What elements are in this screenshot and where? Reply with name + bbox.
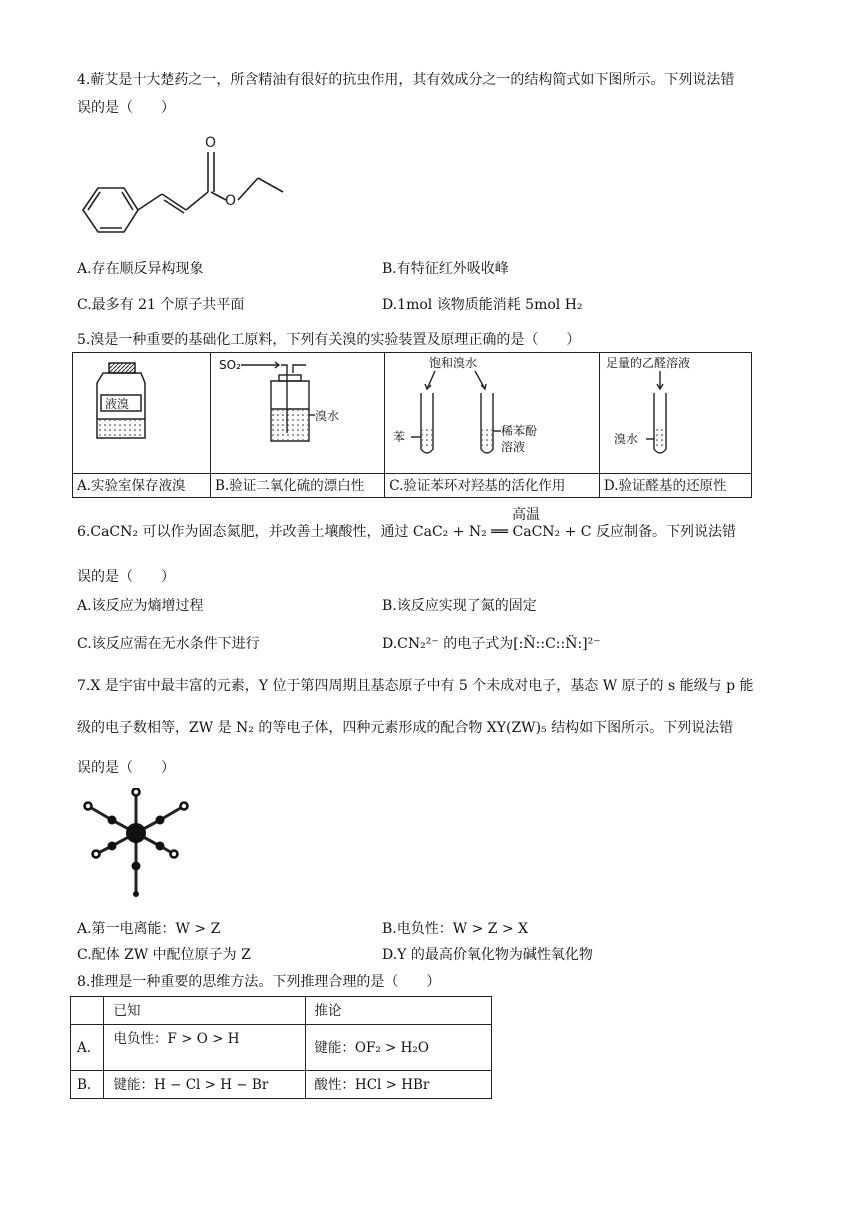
apparatus-d-test-tube: [600, 353, 750, 469]
carbonyl-oxygen-label: O: [205, 135, 217, 151]
q7-option-b: B.电负性：W > Z > X: [382, 921, 529, 937]
q6-option-c: C.该反应需在无水条件下进行: [77, 636, 260, 652]
q5-stem: 5.溴是一种重要的基础化工原料，下列有关溴的实验装置及原理正确的是（ ）: [77, 332, 581, 348]
q7-option-d: D.Y 的最高价氧化物为碱性氧化物: [382, 947, 593, 963]
q7-stem-line2: 级的电子数相等，ZW 是 N₂ 的等电子体，四种元素形成的配合物 XY(ZW)₅ 结构如下图所示。下列说法错: [77, 720, 734, 736]
q6-condition: 高温: [512, 507, 540, 523]
q5-caption-c: C.验证苯环对羟基的活化作用: [385, 474, 600, 498]
q6-option-d: D.CN₂²⁻ 的电子式为[:N̈::C::N̈:]²⁻: [382, 636, 601, 652]
apparatus-b-gas-washing-bottle: [211, 353, 383, 469]
header-inference: 推论: [306, 997, 492, 1025]
q5-caption-a: A.实验室保存液溴: [73, 474, 211, 498]
q4-option-d: D.1mol 该物质能消耗 5mol H₂: [382, 297, 583, 313]
row-a-inference: 键能：OF₂ > H₂O: [306, 1025, 492, 1071]
table-header-row: [71, 997, 492, 1025]
apparatus-a-liquid-bromine-bottle: [73, 353, 209, 469]
q7-option-c: C.配体 ZW 中配位原子为 Z: [77, 947, 251, 963]
q8-stem: 8.推理是一种重要的思维方法。下列推理合理的是（ ）: [77, 974, 441, 990]
label-benzene: 苯: [393, 430, 406, 444]
row-b-label: B.: [71, 1071, 104, 1099]
q6-stem-line2: 误的是（ ）: [77, 569, 175, 585]
table-row: [71, 1025, 492, 1071]
label-dilute-phenol: 稀苯酚: [501, 424, 538, 438]
table-row: [71, 1071, 492, 1099]
apparatus-b-cell: [211, 353, 385, 474]
q6-option-a: A.该反应为熵增过程: [77, 598, 204, 614]
apparatus-a-cell: [73, 353, 211, 474]
label-solution: 溶液: [501, 440, 526, 454]
q7-stem-line1: 7.X 是宇宙中最丰富的元素，Y 位于第四周期且基态原子中有 5 个未成对电子，基态 W 原子的 s 能级与 p 能: [77, 678, 754, 694]
label-liquid-bromine: 液溴: [105, 397, 130, 411]
label-excess-acetaldehyde: 足量的乙醛溶液: [605, 356, 690, 370]
header-known: 已知: [103, 997, 306, 1025]
apparatus-c-cell: [385, 353, 600, 474]
row-b-known: 键能：H − Cl > H − Br: [103, 1071, 306, 1099]
q8-reasoning-table: [70, 996, 492, 1099]
q4-structure-formula: [78, 130, 293, 250]
q5-caption-b: B.验证二氧化硫的漂白性: [211, 474, 385, 498]
q5-apparatus-table: [72, 352, 752, 498]
apparatus-c-test-tubes: [385, 353, 597, 469]
q5-caption-d: D.验证醛基的还原性: [599, 474, 751, 498]
row-a-label: A.: [71, 1025, 104, 1071]
label-bromine-water-b: 溴水: [315, 409, 340, 423]
label-bromine-water-d: 溴水: [613, 432, 638, 446]
q7-option-a: A.第一电离能：W > Z: [77, 921, 221, 937]
q6-option-b: B.该反应实现了氮的固定: [382, 598, 537, 614]
q4-stem-line1: 4.蕲艾是十大楚药之一，所含精油有很好的抗虫作用，其有效成分之一的结构简式如下图所示。下列说法错: [77, 72, 735, 88]
q4-option-a: A.存在顺反异构现象: [77, 261, 204, 277]
q4-option-c: C.最多有 21 个原子共平面: [77, 297, 245, 313]
apparatus-d-cell: [599, 353, 751, 474]
q7-complex-structure: [78, 788, 198, 908]
label-so2: SO₂: [219, 358, 241, 372]
row-b-inference: 酸性：HCl > HBr: [306, 1071, 492, 1099]
q4-option-b: B.有特征红外吸收峰: [382, 261, 509, 277]
row-a-known: 电负性：F > O > H: [103, 1025, 306, 1071]
label-saturated-bromine-water: 饱和溴水: [429, 356, 478, 370]
q6-stem-line1: 6.CaCN₂ 可以作为固态氮肥，并改善土壤酸性，通过 CaC₂ + N₂ ══ CaCN₂ + C 反应制备。下列说法错: [77, 524, 736, 540]
header-blank: [71, 997, 104, 1025]
q4-stem-line2: 误的是（ ）: [77, 100, 175, 116]
ester-oxygen-label: O: [225, 193, 237, 209]
q7-stem-line3: 误的是（ ）: [77, 760, 175, 776]
